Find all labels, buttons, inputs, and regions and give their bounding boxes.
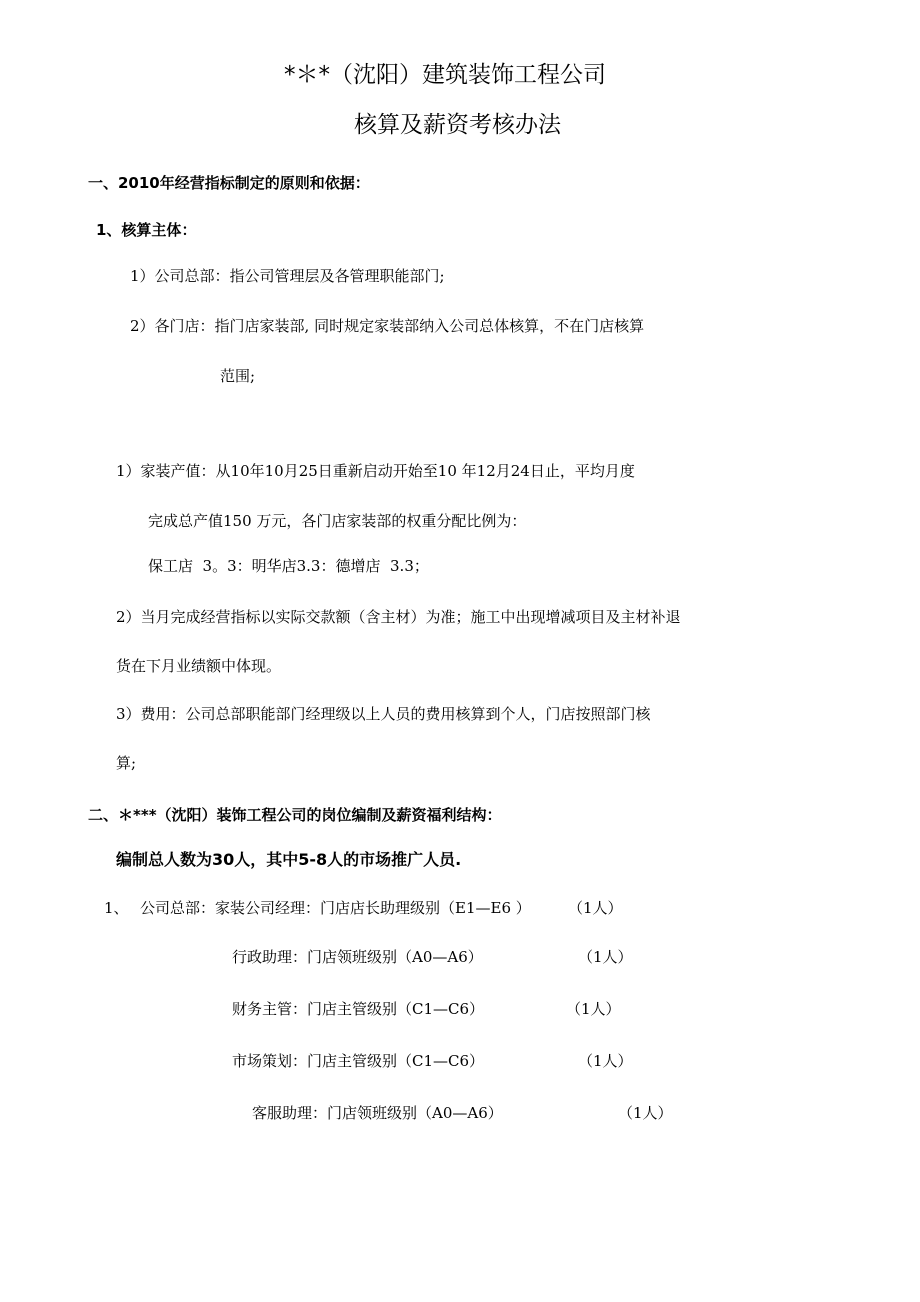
position-count: （1人） [578,1052,633,1070]
list-item: 1）公司总部：指公司管理层及各管理职能部门; [130,267,445,285]
subsection-heading: 1、核算主体： [96,221,197,239]
paragraph: 保工店 3。3：明华店3.3：德增店 3.3； [148,557,429,575]
position-item: 公司总部：家装公司经理：门店店长助理级别（E1—E6 ） [140,899,531,917]
position-count: （1人） [568,899,623,917]
position-item: 财务主管：门店主管级别（C1—C6） [232,1000,485,1018]
paragraph: 2）当月完成经营指标以实际交款额（含主材）为准；施工中出现增减项目及主材补退 [116,608,681,626]
paragraph: 1）家装产值：从10年10月25日重新启动开始至10 年12月24日止，平均月度 [116,462,635,480]
position-count: （1人） [566,1000,621,1018]
staffing-summary: 编制总人数为30人，其中5-8人的市场推广人员. [116,850,462,869]
list-item: 2）各门店：指门店家装部, 同时规定家装部纳入公司总体核算，不在门店核算 [130,317,645,335]
position-item: 客服助理：门店领班级别（A0—A6） [252,1104,503,1122]
section-2-heading: 二、＊***（沈阳）装饰工程公司的岗位编制及薪资福利结构： [88,806,502,824]
paragraph: 货在下月业绩额中体现。 [116,657,282,675]
position-count: （1人） [618,1104,673,1122]
section-1-heading: 一、2010年经营指标制定的原则和依据： [88,174,370,192]
position-item: 行政助理：门店领班级别（A0—A6） [232,948,483,966]
paragraph: 3）费用：公司总部职能部门经理级以上人员的费用核算到个人，门店按照部门核 [116,705,651,723]
paragraph: 算; [116,754,137,772]
document-title: *＊*（沈阳）建筑装饰工程公司 [284,62,606,88]
paragraph: 完成总产值150 万元，各门店家装部的权重分配比例为： [148,512,527,530]
position-count: （1人） [578,948,633,966]
list-number: 1、 [104,899,129,917]
position-item: 市场策划：门店主管级别（C1—C6） [232,1052,485,1070]
list-item-continued: 范围; [220,367,256,385]
document-subtitle: 核算及薪资考核办法 [354,112,561,138]
